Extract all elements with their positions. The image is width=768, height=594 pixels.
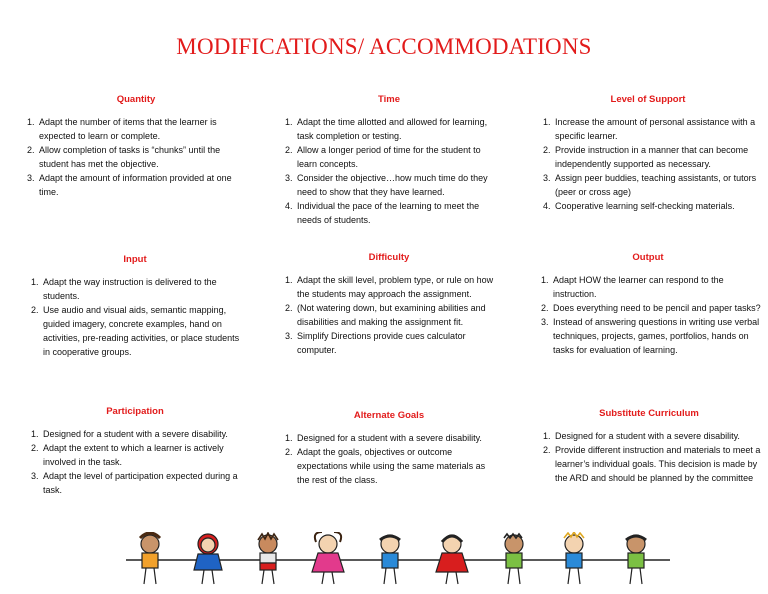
- section-heading: Substitute Curriculum: [599, 408, 699, 419]
- list-item: 1. Designed for a student with a severe disability.: [295, 431, 500, 445]
- child-figure: [436, 535, 468, 584]
- page-title: MODIFICATIONS/ ACCOMMODATIONS: [176, 34, 592, 59]
- section-difficulty: [278, 252, 500, 357]
- list-item: 1. Adapt the time allotted and allowed for learning, task completion or testing.: [295, 115, 500, 143]
- list-item: 4. Individual the pace of the learning to meet the needs of students.: [295, 199, 500, 227]
- list-item: 2. Adapt the extent to which a learner is actively involved in the task.: [41, 441, 246, 469]
- section-level-of-support: [536, 94, 760, 213]
- item-list: [24, 427, 246, 497]
- list-item: 3. Adapt the level of participation expected during a task.: [41, 469, 246, 497]
- section-heading: Quantity: [116, 94, 156, 105]
- child-figure: [312, 532, 344, 584]
- section-heading: Level of Support: [610, 94, 686, 105]
- list-item: 3. Assign peer buddies, teaching assistants, or tutors (peer or cross age): [553, 171, 760, 199]
- list-item: 3. Consider the objective…how much time do they need to show that they have learned.: [295, 171, 500, 199]
- child-figure: [194, 534, 222, 584]
- children-illustration: [118, 532, 678, 588]
- list-item: 3. Adapt the amount of information provided at one time.: [37, 171, 252, 199]
- list-item: 1. Adapt the way instruction is delivered to the students.: [41, 275, 246, 303]
- list-item: 2. Provide instruction in a manner that can become independently supported as necessary.: [553, 143, 760, 171]
- child-figure: [504, 534, 523, 584]
- section-quantity: [20, 94, 252, 199]
- item-list: [278, 431, 500, 487]
- section-alternate-goals: [278, 410, 500, 487]
- section-heading: Input: [123, 254, 147, 265]
- list-item: 2. Allow completion of tasks is “chunks” until the student has met the objective.: [37, 143, 252, 171]
- item-list: [534, 273, 762, 357]
- list-item: 1. Adapt the number of items that the learner is expected to learn or complete.: [37, 115, 252, 143]
- list-item: 2. Use audio and visual aids, semantic mapping, guided imagery, concrete examples, hand on activities, pre-reading activities, or place students in cooperative groups.: [41, 303, 246, 359]
- item-list: [24, 275, 246, 359]
- child-figure: [380, 535, 400, 584]
- item-list: [278, 273, 500, 357]
- child-figure: [140, 533, 160, 584]
- section-heading: Difficulty: [368, 252, 410, 263]
- child-figure: [626, 535, 646, 584]
- list-item: 2. Does everything need to be pencil and paper tasks?: [551, 301, 762, 315]
- list-item: 2. (Not watering down, but examining abilities and disabilities and making the assignment fit.: [295, 301, 500, 329]
- list-item: 1. Increase the amount of personal assistance with a specific learner.: [553, 115, 760, 143]
- list-item: 1. Designed for a student with a severe disability.: [41, 427, 246, 441]
- list-item: 2. Provide different instruction and materials to meet a learner’s individual goals. This decision is made by the ARD and should be planned by the committee: [553, 443, 762, 485]
- section-heading: Alternate Goals: [353, 410, 425, 421]
- list-item: 1. Adapt HOW the learner can respond to the instruction.: [551, 273, 762, 301]
- list-item: 3. Simplify Directions provide cues calculator computer.: [295, 329, 500, 357]
- item-list: [536, 429, 762, 485]
- child-figure: [564, 532, 584, 584]
- section-input: [24, 254, 246, 359]
- list-item: 2. Allow a longer period of time for the student to learn concepts.: [295, 143, 500, 171]
- child-figure: [258, 533, 278, 584]
- section-participation: [24, 406, 246, 497]
- section-output: [534, 252, 762, 357]
- item-list: [536, 115, 760, 213]
- section-heading: Time: [377, 94, 400, 105]
- list-item: 1. Adapt the skill level, problem type, or rule on how the students may approach the assignment.: [295, 273, 500, 301]
- list-item: 3. Instead of answering questions in writing use verbal techniques, projects, games, portfolios, hands on tasks for evaluation of learning.: [551, 315, 762, 357]
- section-heading: Output: [632, 252, 664, 263]
- section-time: [278, 94, 500, 227]
- item-list: [20, 115, 252, 199]
- list-item: 2. Adapt the goals, objectives or outcome expectations while using the same materials as the rest of the class.: [295, 445, 500, 487]
- section-heading: Participation: [106, 406, 164, 417]
- list-item: 1. Designed for a student with a severe disability.: [553, 429, 762, 443]
- item-list: [278, 115, 500, 227]
- list-item: 4. Cooperative learning self-checking materials.: [553, 199, 760, 213]
- section-substitute-curriculum: [536, 408, 762, 485]
